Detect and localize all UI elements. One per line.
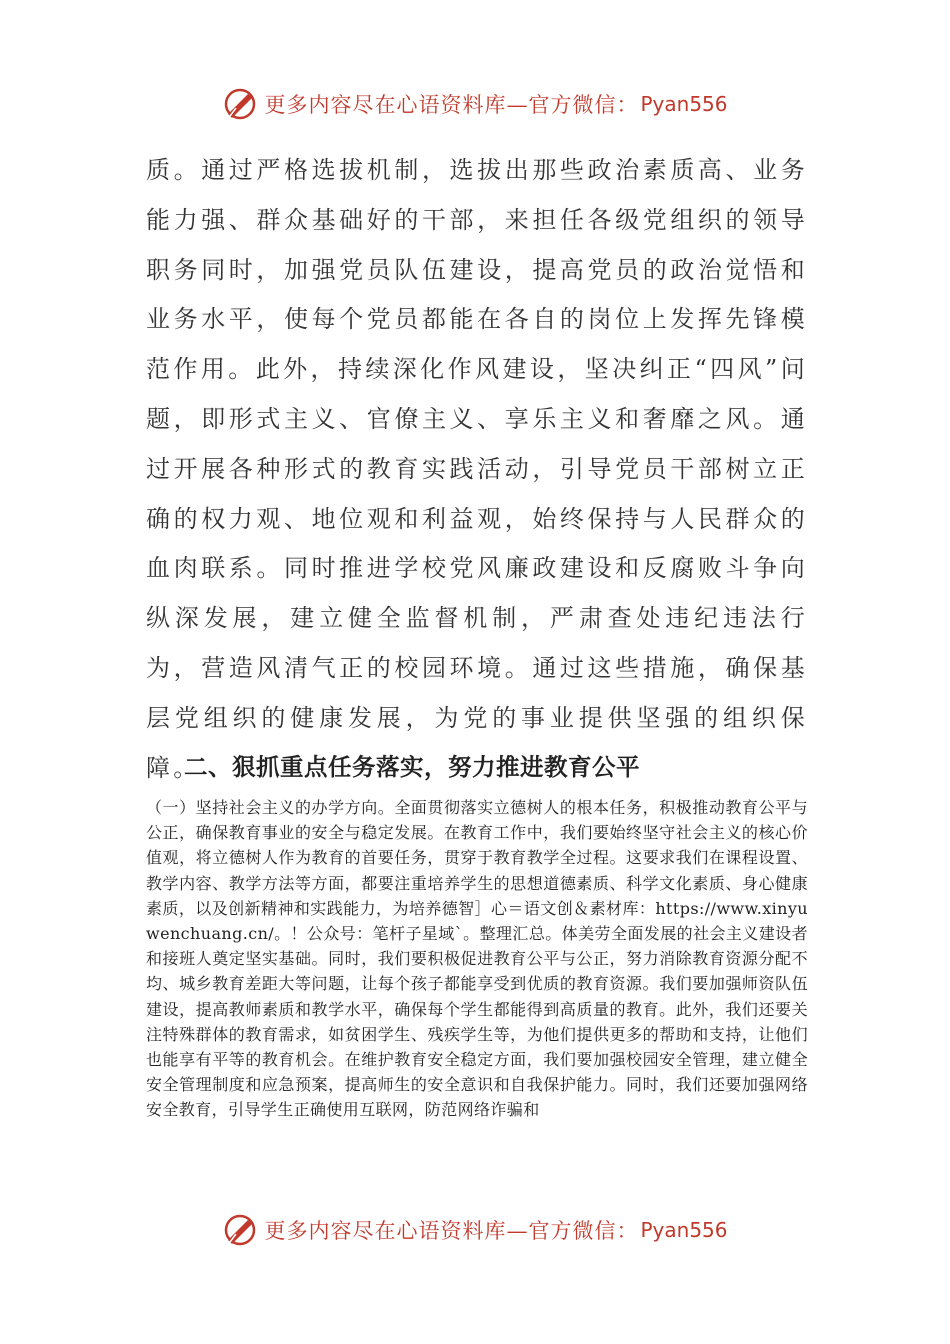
body-paragraph-1: 质。通过严格选拔机制，选拔出那些政治素质高、业务能力强、群众基础好的干部，来担任各级党组织的领导职务同时，加强党员队伍建设，提高党员的政治觉悟和业务水平，使每个党员都能在各自的岗位上发挥先锋模范作用。此外，持续深化作风建设，坚决纠正“四风”问题，即形式主义、官僚主义、享乐主义和奢靡之风。通过开展各种形式的教育实践活动，引导党员干部树立正确的权力观、地位观和利益观，始终保持与人民群众的血肉联系。同时推进学校党风廉政建设和反腐败斗争向纵深发展，建立健全监督机制，严肃查处违纪违法行为，营造风清气正的校园环境。通过这些措施，确保基层党组织的健康发展，为党的事业提供坚强的组织保障。 xyxy=(146,156,808,782)
pen-logo-icon xyxy=(222,86,258,122)
header-wechat-id: Pyan556 xyxy=(640,92,728,116)
pen-logo-icon xyxy=(222,1212,258,1248)
body-paragraph-2: （一）坚持社会主义的办学方向。全面贯彻落实立德树人的根本任务，积极推动教育公平与公正，确保教育事业的安全与稳定发展。在教育工作中，我们要始终坚守社会主义的核心价值观，将立德树人作为教育的首要任务，贯穿于教育教学全过程。这要求我们在课程设置、教学内容、教学方法等方面，都要注重培养学生的思想道德素质、科学文化素质、身心健康素质，以及创新精神和实践能力，为培养德智］心＝语文创＆素材库：https://www.xinyuwenchuang.cn/。！公众号：笔杆子星域`。整理汇总。体美劳全面发展的社会主义建设者和接班人奠定坚实基础。同时，我们要积极促进教育公平与公正，努力消除教育资源分配不均、城乡教育差距大等问题，让每个孩子都能享受到优质的教育资源。我们要加强师资队伍建设，提高教师素质和教学水平，确保每个学生都能得到高质量的教育。此外，我们还要关注特殊群体的教育需求，如贫困学生、残疾学生等，为他们提供更多的帮助和支持，让他们也能享有平等的教育机会。在维护教育安全稳定方面，我们要加强校园安全管理，建立健全安全管理制度和应急预案，提高师生的安全意识和自我保护能力。同时，我们还要加强网络安全教育，引导学生正确使用互联网，防范网络诈骗和 xyxy=(146,798,808,1120)
footer-banner-text: 更多内容尽在心语资料库—官方微信： xyxy=(264,1219,639,1243)
header-banner xyxy=(0,82,950,126)
section-heading: 二、狠抓重点任务落实，努力推进教育公平 xyxy=(184,753,640,781)
footer-banner xyxy=(0,1208,950,1252)
header-banner-text: 更多内容尽在心语资料库—官方微信： xyxy=(264,93,639,117)
footer-wechat-id: Pyan556 xyxy=(640,1218,728,1242)
